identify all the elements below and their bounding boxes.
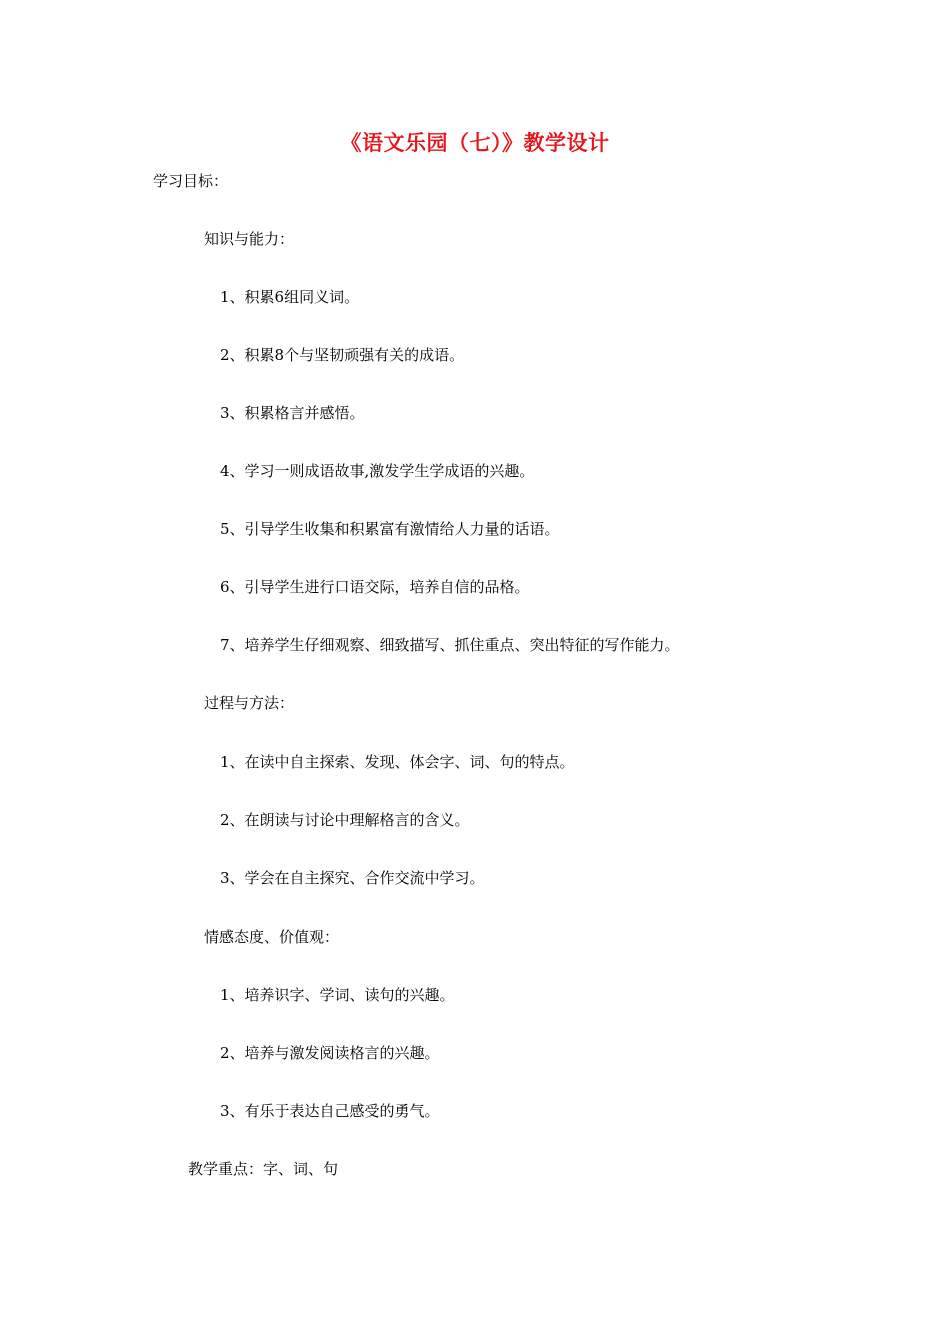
- emotion-item-1: 1、培养识字、学词、读句的兴趣。: [220, 986, 455, 1004]
- process-item-1: 1、在读中自主探索、发现、体会字、词、句的特点。: [220, 753, 575, 771]
- process-item-3: 3、学会在自主探究、合作交流中学习。: [220, 869, 485, 887]
- document-title: 《语文乐园（七）》教学设计: [340, 130, 610, 155]
- learning-goals-label: 学习目标：: [153, 172, 229, 190]
- emotion-item-2: 2、培养与激发阅读格言的兴趣。: [220, 1044, 440, 1062]
- knowledge-item-3: 3、积累格言并感悟。: [220, 404, 365, 422]
- process-heading: 过程与方法：: [204, 694, 295, 712]
- knowledge-item-6: 6、引导学生进行口语交际，培养自信的品格。: [220, 578, 530, 596]
- process-item-2: 2、在朗读与讨论中理解格言的含义。: [220, 811, 470, 829]
- knowledge-item-7: 7、培养学生仔细观察、细致描写、抓住重点、突出特征的写作能力。: [220, 636, 680, 654]
- knowledge-item-4: 4、学习一则成语故事,激发学生学成语的兴趣。: [220, 462, 535, 480]
- knowledge-item-5: 5、引导学生收集和积累富有激情给人力量的话语。: [220, 520, 560, 538]
- emotion-item-3: 3、有乐于表达自己感受的勇气。: [220, 1102, 440, 1120]
- emotion-heading: 情感态度、价值观：: [204, 928, 340, 946]
- knowledge-item-1: 1、积累6组同义词。: [220, 288, 360, 306]
- key-points: 教学重点：字、词、句: [188, 1160, 339, 1178]
- knowledge-heading: 知识与能力：: [204, 230, 295, 248]
- knowledge-item-2: 2、积累8个与坚韧顽强有关的成语。: [220, 346, 465, 364]
